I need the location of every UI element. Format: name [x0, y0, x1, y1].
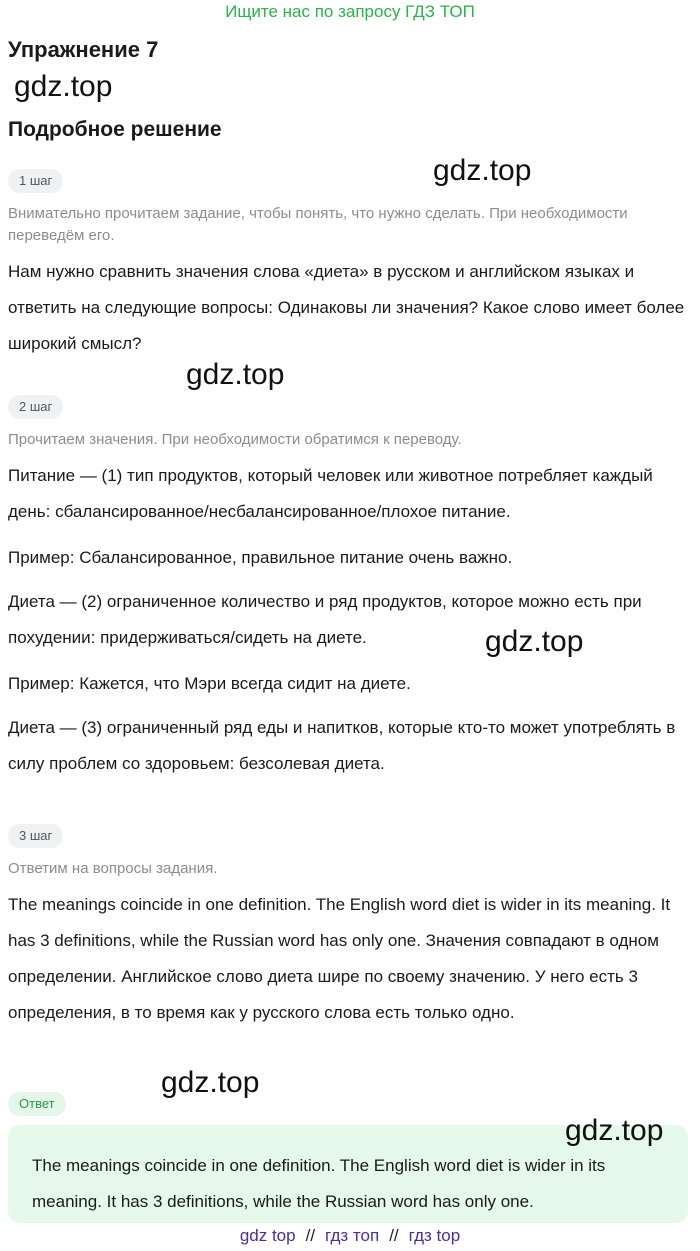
search-banner: Ищите нас по запросу ГДЗ ТОП	[225, 2, 475, 21]
watermark: gdz.top	[485, 625, 584, 658]
step-hint: Внимательно прочитаем задание, чтобы понять, что нужно сделать. При необходимости переведём его.	[8, 205, 628, 244]
page-title: Упражнение 7	[8, 37, 159, 62]
step-paragraph: The meanings coincide in one definition. The English word diet is wider in its meaning. It has 3 definitions, while the Russian word has only one. Значения совпадают в одном определении. Английское слово диета шире по своему значению. У него есть 3 определения, в то время как у русского слова есть только одно.	[8, 895, 671, 1022]
step-paragraph: Питание — (1) тип продуктов, который человек или животное потребляет каждый день: сбалансированное/несбалансированное/плохое питание.	[8, 466, 653, 521]
footer-links	[0, 1225, 700, 1247]
watermark: gdz.top	[14, 70, 113, 103]
step-badge: 1 шаг	[8, 169, 63, 193]
section-title: Подробное решение	[8, 118, 222, 141]
step-paragraph: Пример: Сбалансированное, правильное питание очень важно.	[8, 548, 513, 567]
step-paragraph: Нам нужно сравнить значения слова «диета» в русском и английском языках и ответить на следующие вопросы: Одинаковы ли значения? Какое слово имеет более широкий смысл?	[8, 262, 685, 353]
step-hint: Ответим на вопросы задания.	[8, 860, 218, 877]
footer-separator: //	[389, 1226, 399, 1245]
watermark: gdz.top	[565, 1114, 664, 1147]
answer-text: The meanings coincide in one definition. The English word diet is wider in its meaning. It has 3 definitions, while the Russian word has only one.	[32, 1156, 606, 1211]
footer-separator: //	[305, 1226, 316, 1245]
footer-link[interactable]: гдз топ	[325, 1226, 380, 1245]
watermark: gdz.top	[433, 154, 532, 187]
watermark: gdz.top	[186, 358, 285, 391]
step-hint: Прочитаем значения. При необходимости обратимся к переводу.	[8, 431, 462, 448]
step-badge: 3 шаг	[8, 824, 63, 848]
footer-link[interactable]: gdz top	[239, 1226, 296, 1245]
step-paragraph: Диета — (2) ограниченное количество и ряд продуктов, которое можно есть при похудении: придерживаться/сидеть на диете.	[8, 592, 642, 647]
watermark: gdz.top	[161, 1066, 260, 1099]
step-paragraph: Пример: Кажется, что Мэри всегда сидит на диете.	[8, 674, 411, 693]
step-badge: 2 шаг	[8, 395, 63, 419]
answer-badge: Ответ	[8, 1092, 66, 1116]
footer-link[interactable]: гдз top	[408, 1226, 461, 1245]
step-paragraph: Диета — (3) ограниченный ряд еды и напитков, которые кто-то может употреблять в силу проблем со здоровьем: безсолевая диета.	[8, 718, 676, 773]
